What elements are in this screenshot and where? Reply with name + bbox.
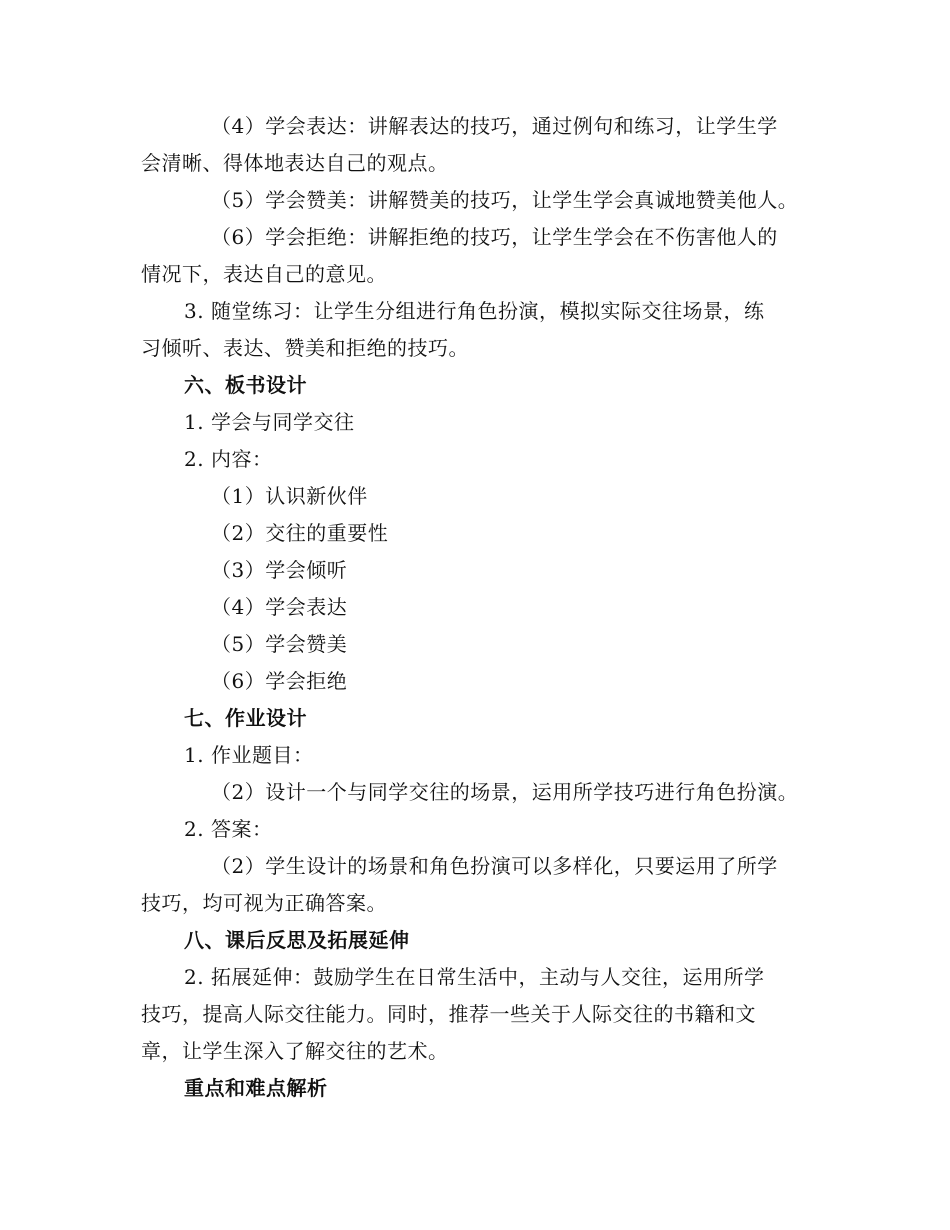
- paragraph-line: 技巧，提高人际交往能力。同时，推荐一些关于人际交往的书籍和文: [141, 1002, 756, 1026]
- section-heading: 六、板书设计: [184, 373, 307, 397]
- paragraph-line: （4）学会表达：讲解表达的技巧，通过例句和练习，让学生学: [211, 114, 778, 138]
- paragraph-line: 会清晰、得体地表达自己的观点。: [141, 151, 449, 175]
- section-heading: 重点和难点解析: [184, 1076, 328, 1100]
- paragraph-line: 2. 拓展延伸：鼓励学生在日常生活中，主动与人交往，运用所学: [184, 965, 765, 989]
- list-item: （6）学会拒绝: [211, 669, 348, 693]
- list-item: （4）学会表达: [211, 595, 348, 619]
- section-heading: 七、作业设计: [184, 706, 307, 730]
- list-item: 1. 作业题目：: [184, 743, 314, 767]
- paragraph-line: 技巧，均可视为正确答案。: [141, 891, 387, 915]
- list-item: 2. 答案：: [184, 817, 273, 841]
- paragraph-line: 情况下，表达自己的意见。: [141, 262, 387, 286]
- paragraph-line: 3. 随堂练习：让学生分组进行角色扮演，模拟实际交往场景，练: [184, 299, 765, 323]
- list-item: （1）认识新伙伴: [211, 484, 368, 508]
- paragraph-line: 习倾听、表达、赞美和拒绝的技巧。: [141, 336, 469, 360]
- paragraph-line: 章，让学生深入了解交往的艺术。: [141, 1039, 449, 1063]
- list-item: （2）设计一个与同学交往的场景，运用所学技巧进行角色扮演。: [211, 780, 799, 804]
- section-heading: 八、课后反思及拓展延伸: [184, 928, 410, 952]
- list-item: （2）交往的重要性: [211, 521, 389, 545]
- paragraph-line: （5）学会赞美：讲解赞美的技巧，让学生学会真诚地赞美他人。: [211, 188, 799, 212]
- list-item: （3）学会倾听: [211, 558, 348, 582]
- list-item: 2. 内容：: [184, 447, 273, 471]
- list-item: 1. 学会与同学交往: [184, 410, 355, 434]
- paragraph-line: （2）学生设计的场景和角色扮演可以多样化，只要运用了所学: [211, 854, 778, 878]
- list-item: （5）学会赞美: [211, 632, 348, 656]
- paragraph-line: （6）学会拒绝：讲解拒绝的技巧，让学生学会在不伤害他人的: [211, 225, 778, 249]
